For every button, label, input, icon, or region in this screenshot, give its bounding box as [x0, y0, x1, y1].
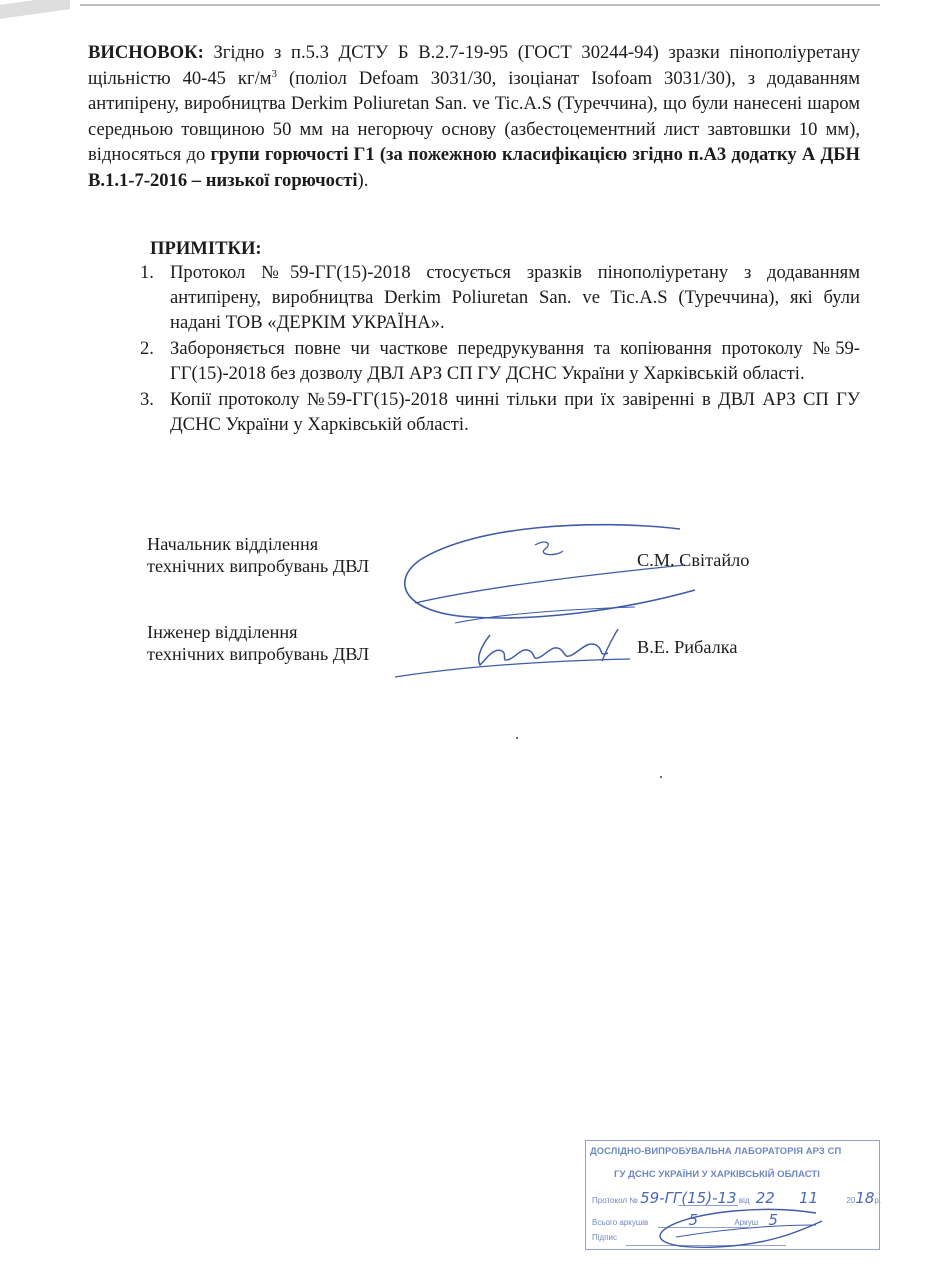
conclusion-paragraph [88, 40, 860, 194]
signatory-1-title-line2: технічних випробувань ДВЛ [147, 556, 370, 576]
note-item [140, 336, 860, 386]
stamp-sheets-label: Всього аркушів [592, 1218, 649, 1227]
conclusion-label: ВИСНОВОК: [88, 42, 204, 63]
signatory-2-title-line1: Інженер відділення [147, 622, 298, 642]
flammability-group: групи горючості Г1 (за пожежною класифікацією згідно п.А3 додатку А ДБН В.1.1-7-2016 – низької горючості [88, 144, 860, 191]
stamp-sheets-total: 5 [688, 1211, 699, 1229]
stamp-year-prefix: 20 [846, 1196, 856, 1205]
signature-2-graphic [390, 615, 640, 685]
note-text: Копії протоколу №59-ГГ(15)-2018 чинні тільки при їх завіренні в ДВЛ АРЗ СП ГУ ДСНС України у Харківській області. [170, 389, 860, 435]
scan-top-edge [80, 4, 880, 6]
stamp-sheet-number: 5 [768, 1211, 778, 1229]
stamp-year-suffix: 18 [855, 1189, 875, 1207]
notes-heading: ПРИМІТКИ: [150, 238, 262, 259]
notes-list [140, 260, 860, 438]
note-text: Протокол №59-ГГ(15)-2018 стосується зразків пінополіуретану з додаванням антипірену, виробництва Derkim Poliuretan San. ve Tic.A.S (Туреччина), які були надані ТОВ «ДЕРКІМ УКРАЇНА». [170, 262, 860, 333]
conclusion-text-2: (поліол Defoam 3031/30, ізоціанат Isofoam 3031/30), з додаванням антипірену, виробництва Derkim Poliuretan San. ve Tic.A.S (Туреччина), що були нанесені шаром середньою товщиною 50 мм на негорючу основу (азбестоцементний лист завтовшки 10 мм), відносяться до [88, 67, 860, 166]
stamp-region: ГУ ДСНС УКРАЇНИ У ХАРКІВСЬКІЙ ОБЛАСТІ [614, 1169, 820, 1180]
signatory-1-title-line1: Начальник відділення [147, 534, 319, 554]
note-number: 3. [140, 389, 154, 410]
stamp-sheet-label: Аркуш [734, 1218, 759, 1227]
stamp-sign-row [592, 1233, 617, 1242]
signature-1-graphic [395, 515, 715, 630]
signatory-2-title-line2: технічних випробувань ДВЛ [147, 644, 370, 664]
conclusion-text-1: Згідно з п.5.3 ДСТУ Б В.2.7-19-95 (ГОСТ 30244-94) зразки пінополіуретану щільністю 40-45 кг/м [88, 42, 860, 89]
stamp-protocol-number: 59-ГГ(15)-13 [640, 1189, 737, 1207]
scan-speck [516, 737, 518, 739]
stamp-date-month: 11 [799, 1189, 819, 1207]
note-number: 1. [140, 262, 154, 283]
stamp-lab-name: ДОСЛІДНО-ВИПРОБУВАЛЬНА ЛАБОРАТОРІЯ АРЗ СП [590, 1145, 842, 1156]
stamp-protocol-label: Протокол № [592, 1196, 638, 1205]
scan-corner-shadow [0, 0, 70, 19]
stamp-year-letter: р. [874, 1196, 882, 1205]
signatory-1-name: С.М. Світайло [637, 550, 750, 570]
stamp-date-day: 22 [755, 1189, 775, 1207]
signatory-2-title [147, 621, 369, 665]
lab-stamp [585, 1140, 880, 1250]
note-item [140, 260, 860, 335]
stamp-signature-graphic [646, 1203, 826, 1251]
signatory-2-name: В.Е. Рибалка [637, 637, 738, 657]
unit-superscript: 3 [271, 67, 278, 80]
signatory-1-title [147, 533, 369, 577]
conclusion-text-3: ). [357, 169, 369, 191]
note-item [140, 387, 860, 437]
scan-speck [660, 776, 662, 778]
stamp-date-label: від [738, 1196, 750, 1205]
note-text: Забороняється повне чи часткове передрукування та копіювання протоколу №59-ГГ(15)-2018 без дозволу ДВЛ АРЗ СП ГУ ДСНС України у Харківській області. [170, 338, 860, 384]
note-number: 2. [140, 338, 154, 359]
stamp-sign-label: Підпис [592, 1233, 617, 1242]
